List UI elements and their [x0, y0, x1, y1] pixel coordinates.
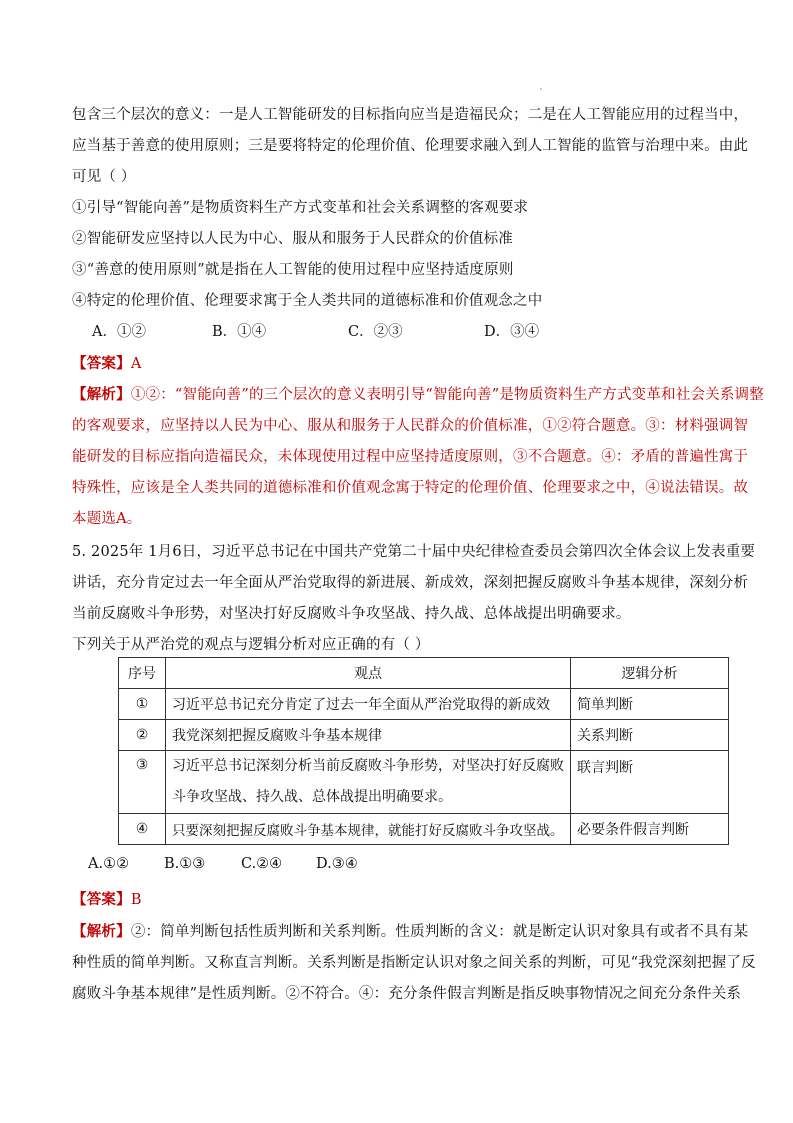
analysis-text: ①②：“智能向善”的三个层次的意义表明引导“智能向善”是物质资料生产方式变革和社会关系调整 [130, 387, 764, 403]
question-text-line: 包含三个层次的意义：一是人工智能研发的目标指向应当是造福民众；二是在人工智能应用的过程当中， [72, 107, 749, 123]
statement-3: ③“善意的使用原则”就是指在人工智能的使用过程中应坚持适度原则 [72, 262, 514, 278]
q4-option-a: A．①② [92, 324, 146, 340]
q5-stem-line: 讲话，充分肯定过去一年全面从严治党取得的新进展、新成效，深刻把握反腐败斗争基本规律，深刻分析 [72, 575, 749, 591]
answer-value: A [130, 356, 142, 372]
q5-analysis-line: 种性质的简单判断。又称直言判断。关系判断是指断定认识对象之间关系的判断，可见“我党深刻把握了反 [72, 955, 756, 971]
row-index: ④ [119, 814, 166, 845]
q5-option-d: D.③④ [316, 856, 358, 872]
scan-dot [540, 88, 542, 90]
row-view: 习近平总书记充分肯定了过去一年全面从严治党取得的新成效 [166, 689, 571, 720]
row-logic: 简单判断 [571, 689, 729, 720]
row-view: 只要深刻把握反腐败斗争基本规律，就能打好反腐败斗争攻坚战。 [166, 814, 571, 845]
analysis-tag: 【解析】 [72, 386, 131, 403]
q4-analysis-line: 本题选A。 [72, 511, 142, 527]
question-text-line: 可见（ ） [72, 169, 136, 185]
row-index: ③ [119, 751, 166, 814]
q4-option-c: C．②③ [348, 324, 403, 340]
row-view-line: 斗争攻坚战、持久战、总体战提出明确要求。 [172, 789, 452, 805]
table-header-row [119, 658, 729, 689]
statement-1: ①引导“智能向善”是物质资料生产方式变革和社会关系调整的客观要求 [72, 200, 529, 216]
q4-option-d: D．③④ [484, 324, 540, 340]
q5-stem-line: 下列关于从严治党的观点与逻辑分析对应正确的有（ ） [72, 637, 430, 653]
row-index: ② [119, 720, 166, 751]
row-logic: 联言判断 [571, 751, 729, 814]
q5-analysis-line [72, 920, 748, 941]
q4-analysis-line: 特殊性，应该是全人类共同的道德标准和价值观念寓于特定的伦理价值、伦理要求之中，④说法错误。故 [72, 480, 749, 496]
analysis-text: ②：简单判断包括性质判断和关系判断。性质判断的含义：就是断定认识对象具有或者不具有某 [130, 924, 749, 940]
row-index: ① [119, 689, 166, 720]
row-view: 我党深刻把握反腐败斗争基本规律 [166, 720, 571, 751]
answer-tag: 【答案】 [72, 891, 131, 908]
header-view: 观点 [166, 658, 571, 689]
header-index: 序号 [119, 658, 166, 689]
answer-tag: 【答案】 [72, 355, 131, 372]
q4-option-b: B．①④ [212, 324, 267, 340]
header-logic: 逻辑分析 [571, 658, 729, 689]
table-row [119, 814, 729, 845]
q4-analysis-line: 的客观要求，应坚持以人民为中心、服从和服务于人民群众的价值标准，①②符合题意。③：材料强调智 [72, 418, 749, 434]
q5-stem-line: 5. 2025年 1月6日，习近平总书记在中国共产党第二十届中央纪律检查委员会第四次全体会议上发表重要 [72, 544, 756, 560]
q5-option-b: B.①③ [164, 856, 206, 872]
q5-analysis-line: 腐败斗争基本规律”是性质判断。②不符合。④：充分条件假言判断是指反映事物情况之间充分条件关系 [72, 986, 742, 1002]
q5-stem-line: 当前反腐败斗争形势，对坚决打好反腐败斗争攻坚战、持久战、总体战提出明确要求。 [72, 606, 631, 622]
answer-value: B [130, 892, 142, 908]
row-logic: 关系判断 [571, 720, 729, 751]
q4-analysis-line: 能研发的目标应指向造福民众，未体现使用过程中应坚持适度原则，③不合题意。④：矛盾的普遍性寓于 [72, 449, 749, 465]
q4-analysis-line [72, 383, 764, 404]
q5-answer [72, 888, 142, 909]
q4-answer [72, 352, 141, 373]
table-row [119, 689, 729, 720]
statement-2: ②智能研发应坚持以人民为中心、服从和服务于人民群众的价值标准 [72, 231, 513, 247]
table-row [119, 720, 729, 751]
analysis-tag: 【解析】 [72, 923, 131, 940]
statement-4: ④特定的伦理价值、伦理要求寓于全人类共同的道德标准和价值观念之中 [72, 293, 543, 309]
q5-option-c: C.②④ [241, 856, 283, 872]
row-view [166, 751, 571, 814]
row-view-line: 习近平总书记深刻分析当前反腐败斗争形势，对坚决打好反腐败 [172, 758, 564, 774]
question-text-line: 应当基于善意的使用原则；三是要将特定的伦理价值、伦理要求融入到人工智能的监管与治理中来。由此 [72, 138, 749, 154]
table-row [119, 751, 729, 814]
row-logic: 必要条件假言判断 [571, 814, 729, 845]
q5-table [118, 657, 729, 845]
q5-option-a: A.①② [88, 856, 130, 872]
